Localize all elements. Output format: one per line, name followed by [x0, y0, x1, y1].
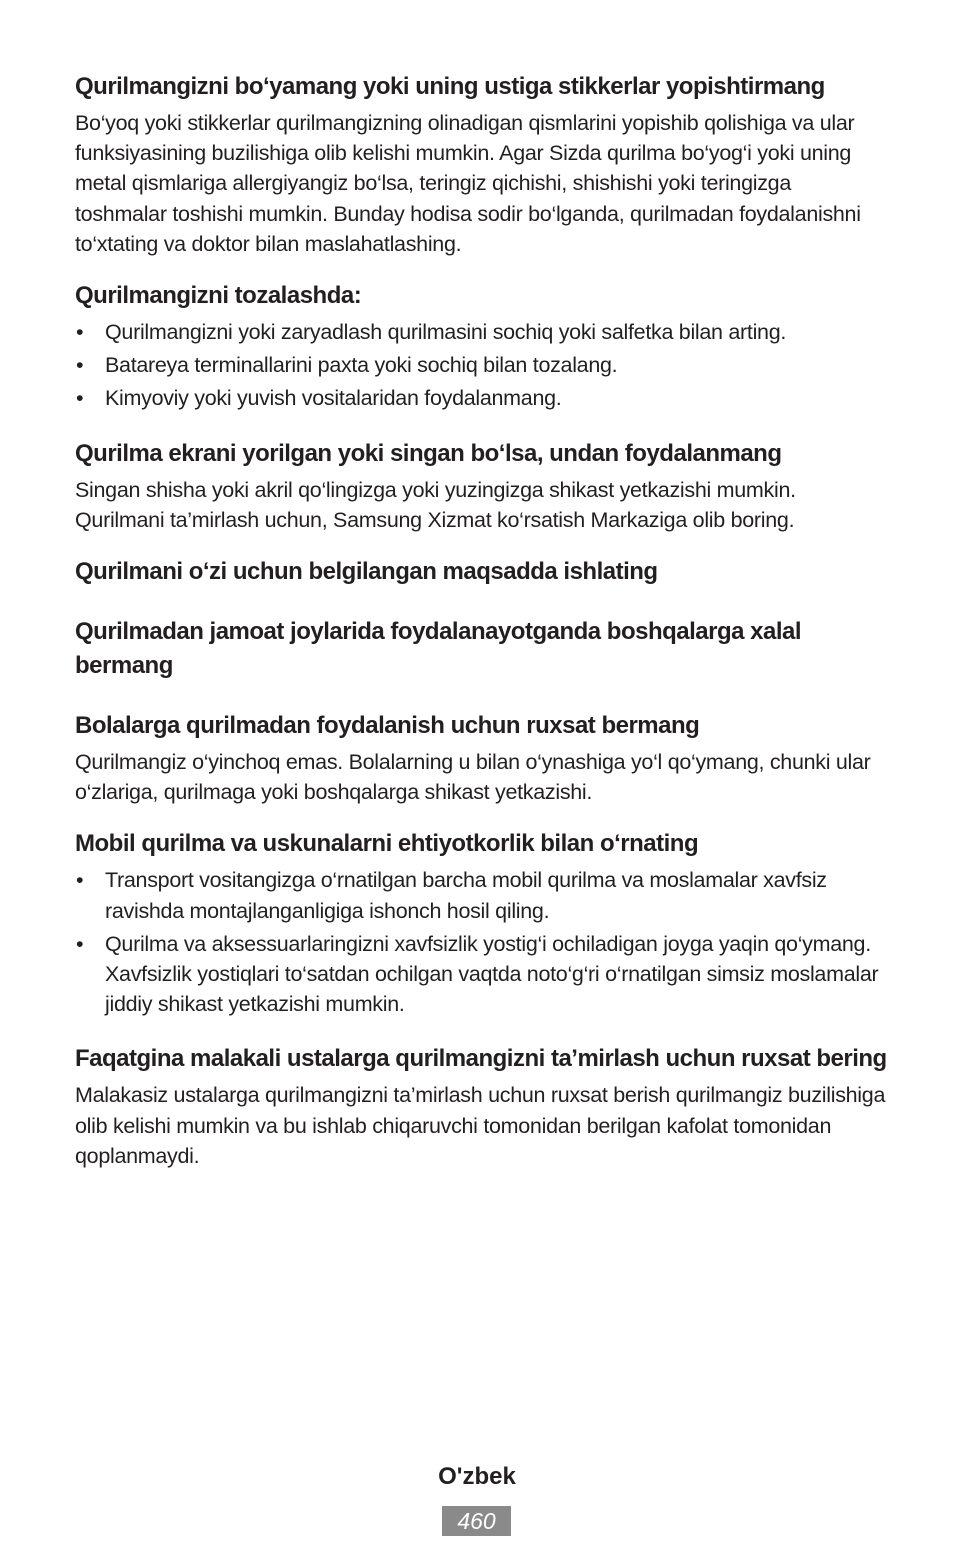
document-content: [75, 70, 887, 1171]
footer-language: O'zbek: [438, 1463, 516, 1490]
list-item: • Batareya terminallarini paxta yoki sochiq bilan tozalang.: [75, 350, 887, 380]
section-intended-use: [75, 555, 887, 589]
bullet-icon: •: [76, 320, 84, 345]
section-heading: Faqatgina malakali ustalarga qurilmangizni ta’mirlash uchun ruxsat bering: [75, 1045, 887, 1073]
section-body: Singan shisha yoki akril qo‘lingizga yoki yuzingizga shikast yetkazishi mumkin. Qurilmani ta’mirlash uchun, Samsung Xizmat ko‘rsatish Markaziga olib boring.: [75, 477, 796, 532]
bullet-icon: •: [76, 868, 84, 893]
section-public-places: [75, 615, 887, 683]
section-body: Qurilmangiz o‘yinchoq emas. Bolalarning u bilan o‘ynashiga yo‘l qo‘ymang, chunki ular o‘zlariga, qurilmaga yoki boshqalarga shikast yetkazishi.: [75, 750, 871, 805]
list-item: • Qurilmangizni yoki zaryadlash qurilmasini sochiq yoki salfetka bilan arting.: [75, 317, 887, 347]
section-paint-stickers: [75, 70, 887, 259]
section-mobile-install: [75, 827, 887, 1019]
section-heading: Mobil qurilma va uskunalarni ehtiyotkorlik bilan o‘rnating: [75, 830, 699, 858]
list-item: • Kimyoviy yoki yuvish vositalaridan foydalanmang.: [75, 383, 887, 413]
section-heading: Qurilmangizni tozalashda:: [75, 282, 362, 310]
section-body: Bo‘yoq yoki stikkerlar qurilmangizning olinadigan qismlarini yopishib qolishiga va ular funksiyasining buzilishiga olib kelishi mumkin. Agar Sizda qurilma bo‘yog‘i yoki uning metal qismlariga allergiyangiz bo‘lsa, teringiz qichishi, shishishi yoki teringizga toshmalar toshishi mumkin. Bunday hodisa sodir bo‘lganda, qurilmadan foydalanishni to‘xtating va doktor bilan maslahatlashing.: [75, 111, 861, 256]
section-heading: Qurilmadan jamoat joylarida foydalanayotganda boshqalarga xalal bermang: [75, 618, 802, 680]
section-children: [75, 709, 887, 807]
section-heading: Qurilma ekrani yorilgan yoki singan bo‘lsa, undan foydalanmang: [75, 439, 782, 467]
list-item: • Transport vositangizga o‘rnatilgan barcha mobil qurilma va moslamalar xavfsiz ravishda montajlanganligiga ishonch hosil qiling.: [75, 865, 887, 925]
page-number: 460: [442, 1506, 511, 1536]
bullet-icon: •: [76, 931, 84, 956]
section-heading: Qurilmani o‘zi uchun belgilangan maqsadda ishlating: [75, 558, 658, 586]
section-body: Malakasiz ustalarga qurilmangizni ta’mirlash uchun ruxsat berish qurilmangiz buzilishiga olib kelishi mumkin va bu ishlab chiqaruvchi tomonidan berilgan kafolat tomonidan qoplanmaydi.: [75, 1083, 886, 1168]
section-cleaning: [75, 279, 887, 414]
bullet-icon: •: [76, 353, 84, 378]
bullet-list: [75, 317, 887, 414]
section-cracked-screen: [75, 437, 887, 535]
bullet-list: [75, 865, 887, 1019]
list-item: • Qurilma va aksessuarlaringizni xavfsizlik yostig‘i ochiladigan joyga yaqin qo‘ymang. Xavfsizlik yostiqlari to‘satdan ochilgan vaqtda noto‘g‘ri o‘rnatilgan simsiz moslamalar jiddiy shikast yetkazishi mumkin.: [75, 929, 887, 1020]
section-qualified-repair: [75, 1042, 887, 1171]
section-heading: Bolalarga qurilmadan foydalanish uchun ruxsat bermang: [75, 712, 700, 740]
section-heading: Qurilmangizni bo‘yamang yoki uning ustiga stikkerlar yopishtirmang: [75, 73, 825, 100]
bullet-icon: •: [76, 386, 84, 411]
